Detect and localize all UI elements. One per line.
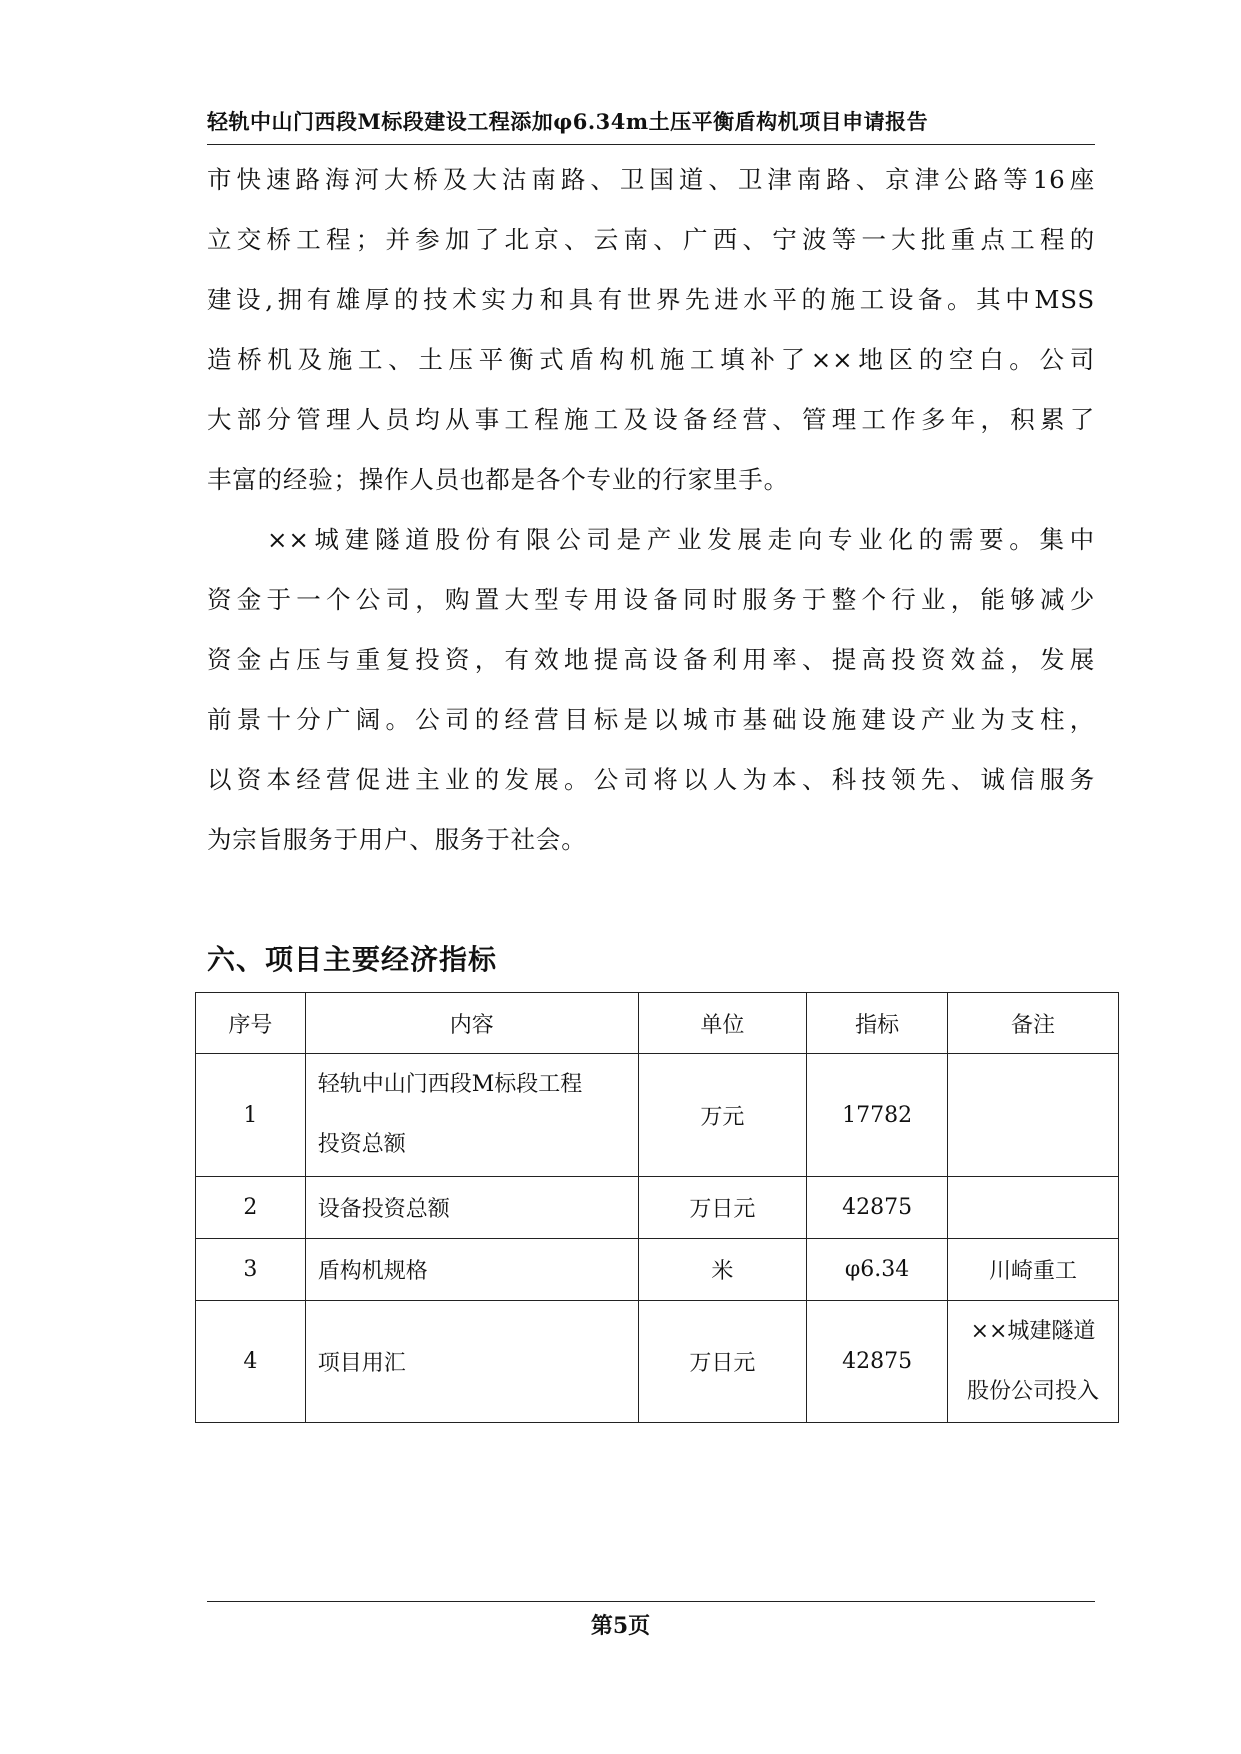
column-header-no: 序号 — [196, 993, 306, 1054]
cell-note-line: ××城建隧道 — [970, 1318, 1096, 1344]
section-heading: 六、项目主要经济指标 — [207, 943, 498, 976]
paragraph-line: 大部分管理人员均从事工程施工及设备经营、管理工作多年，积累了 — [207, 405, 1095, 434]
cell-content-line: 轻轨中山门西段M标段工程 — [317, 1072, 583, 1097]
cell-content: 盾构机规格 — [305, 1239, 638, 1301]
paragraph-line: 建设,拥有雄厚的技术实力和具有世界先进水平的施工设备。其中MSS — [207, 285, 1095, 314]
cell-no: 3 — [196, 1239, 306, 1301]
cell-value: 17782 — [807, 1054, 948, 1177]
economic-indicators-table — [195, 992, 1119, 1423]
paragraph-line: ××城建隧道股份有限公司是产业发展走向专业化的需要。集中 — [267, 525, 1095, 554]
paragraph-line: 市快速路海河大桥及大沽南路、卫国道、卫津南路、京津公路等16座 — [207, 165, 1095, 194]
cell-note — [948, 1054, 1119, 1177]
cell-content-line: 投资总额 — [317, 1132, 406, 1157]
paragraph-line: 立交桥工程；并参加了北京、云南、广西、宁波等一大批重点工程的 — [207, 225, 1095, 254]
paragraph-line: 资金占压与重复投资，有效地提高设备利用率、提高投资效益，发展 — [207, 645, 1095, 674]
cell-note-line: 股份公司投入 — [967, 1378, 1100, 1404]
table-row — [196, 1054, 1119, 1177]
cell-value: φ6.34 — [807, 1239, 948, 1301]
cell-value: 42875 — [807, 1177, 948, 1239]
footer-rule — [207, 1601, 1095, 1602]
paragraph-line: 为宗旨服务于用户、服务于社会。 — [207, 825, 587, 854]
cell-unit: 万日元 — [638, 1177, 807, 1239]
header-title: 轻轨中山门西段M标段建设工程添加φ6.34m土压平衡盾构机项目申请报告 — [207, 109, 929, 134]
cell-unit: 米 — [638, 1239, 807, 1301]
cell-no: 4 — [196, 1301, 306, 1423]
cell-note: 川崎重工 — [948, 1239, 1119, 1301]
paragraph-line: 以资本经营促进主业的发展。公司将以人为本、科技领先、诚信服务 — [207, 765, 1095, 794]
paragraph-line: 前景十分广阔。公司的经营目标是以城市基础设施建设产业为支柱， — [207, 705, 1095, 734]
cell-unit: 万日元 — [638, 1301, 807, 1423]
column-header-value: 指标 — [807, 993, 948, 1054]
cell-unit: 万元 — [638, 1054, 807, 1177]
cell-no: 1 — [196, 1054, 306, 1177]
cell-content: 设备投资总额 — [305, 1177, 638, 1239]
paragraph-line: 资金于一个公司，购置大型专用设备同时服务于整个行业，能够减少 — [207, 585, 1095, 614]
cell-value: 42875 — [807, 1301, 948, 1423]
paragraph-line: 丰富的经验；操作人员也都是各个专业的行家里手。 — [207, 465, 789, 494]
table-row — [196, 1239, 1119, 1301]
page-header — [207, 104, 1095, 145]
table-row — [196, 1301, 1119, 1423]
cell-content — [305, 1054, 638, 1177]
table-row — [196, 1177, 1119, 1239]
cell-no: 2 — [196, 1177, 306, 1239]
cell-note — [948, 1177, 1119, 1239]
column-header-content: 内容 — [305, 993, 638, 1054]
page-number: 第5页 — [590, 1613, 651, 1639]
cell-content: 项目用汇 — [305, 1301, 638, 1423]
body-text — [207, 155, 1095, 875]
column-header-unit: 单位 — [638, 993, 807, 1054]
paragraph-line: 造桥机及施工、土压平衡式盾构机施工填补了××地区的空白。公司 — [207, 345, 1095, 374]
table-header-row — [196, 993, 1119, 1054]
cell-note — [948, 1301, 1119, 1423]
column-header-note: 备注 — [948, 993, 1119, 1054]
